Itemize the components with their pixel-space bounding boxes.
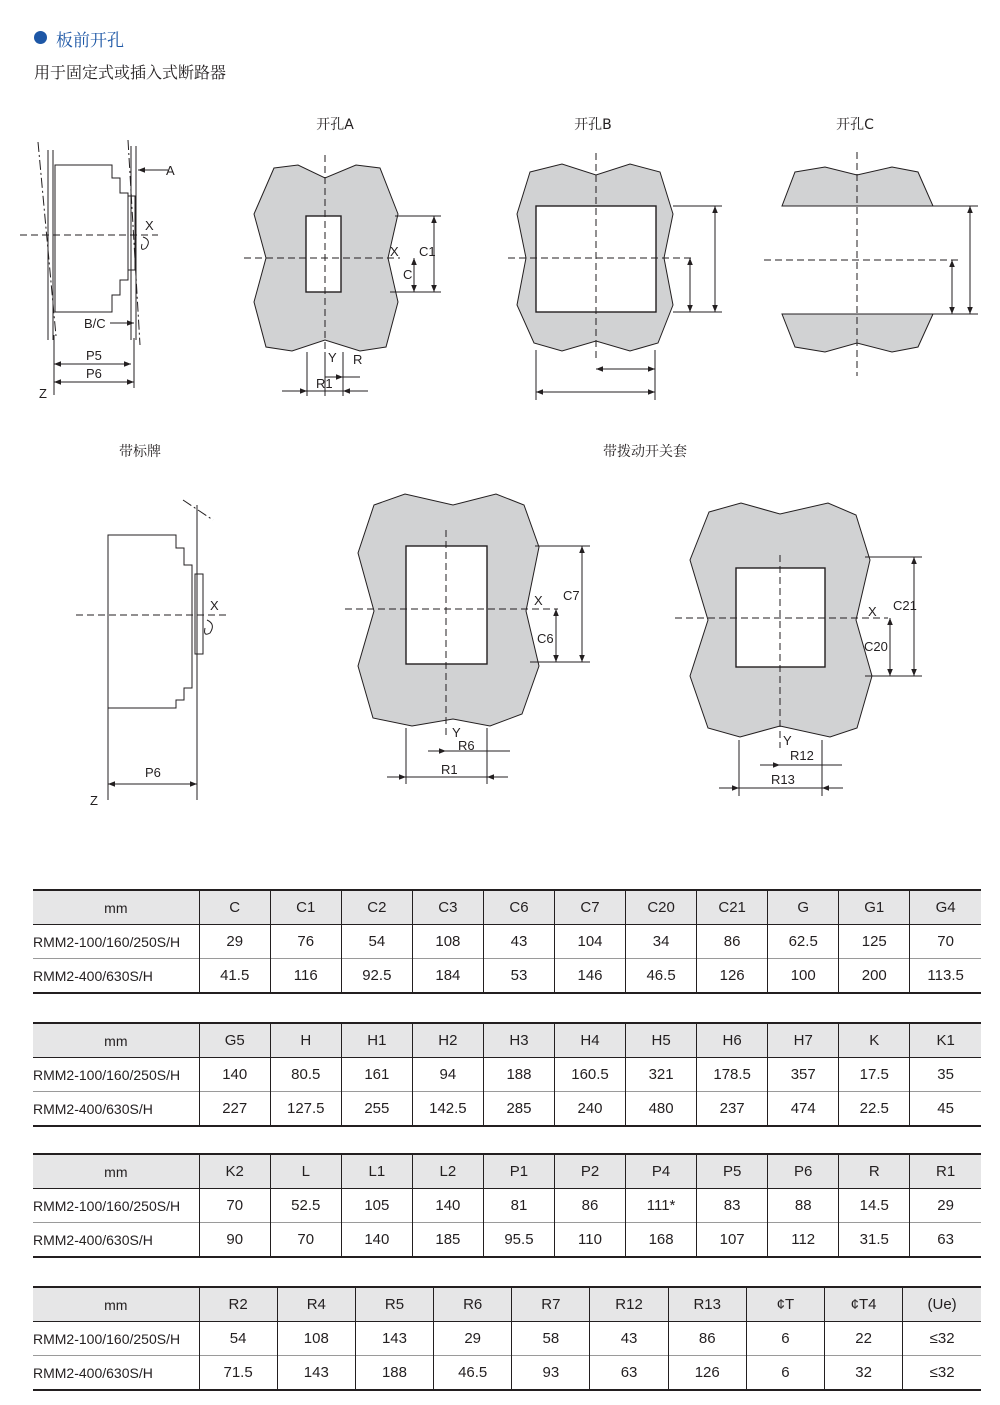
table-cell: 43 <box>590 1322 668 1356</box>
table-cell: 178.5 <box>697 1058 768 1092</box>
table-model-cell: RMM2-100/160/250S/H <box>33 925 199 959</box>
table-cell: 357 <box>768 1058 839 1092</box>
table-model-cell: RMM2-400/630S/H <box>33 1092 199 1127</box>
label-c: C <box>403 267 413 282</box>
table-header-cell: P2 <box>554 1154 625 1189</box>
table-header-cell: mm <box>33 1023 199 1058</box>
label-c20: C20 <box>864 639 888 654</box>
label-p6: P6 <box>86 366 102 381</box>
table-model-cell: RMM2-400/630S/H <box>33 1356 199 1391</box>
table-header-cell: R <box>839 1154 910 1189</box>
table-cell: 71.5 <box>199 1356 277 1391</box>
table-header-cell: (Ue) <box>903 1287 981 1322</box>
table-cell: 116 <box>270 959 341 994</box>
section-title: 板前开孔 <box>56 31 124 51</box>
table-cell: 237 <box>697 1092 768 1127</box>
table-cell: 90 <box>199 1223 270 1258</box>
table-model-cell: RMM2-400/630S/H <box>33 1223 199 1258</box>
label-r1: R1 <box>316 376 333 391</box>
table-cell: 70 <box>199 1189 270 1223</box>
table-cell: 29 <box>910 1189 981 1223</box>
table-cell: 83 <box>697 1189 768 1223</box>
table-header-cell: mm <box>33 890 199 925</box>
table-cell: 240 <box>554 1092 625 1127</box>
caption-with-toggle-cover: 带拨动开关套 <box>603 444 687 460</box>
table-header-cell: G1 <box>839 890 910 925</box>
cutout-c-drawing <box>764 152 978 376</box>
label-c1: C1 <box>419 244 436 259</box>
table-header-cell: L <box>270 1154 341 1189</box>
table-cell: 110 <box>554 1223 625 1258</box>
table-header-cell: C3 <box>412 890 483 925</box>
table-cell: 22 <box>825 1322 903 1356</box>
table-header-cell: mm <box>33 1154 199 1189</box>
section-subtitle: 用于固定式或插入式断路器 <box>34 63 227 82</box>
table-header-cell: K <box>839 1023 910 1058</box>
spec-table-3 <box>33 1153 981 1258</box>
label-r1: R1 <box>441 762 458 777</box>
label-c6: C6 <box>537 631 554 646</box>
table-cell: 41.5 <box>199 959 270 994</box>
table-cell: 76 <box>270 925 341 959</box>
spec-table-2 <box>33 1022 981 1127</box>
table-cell: 126 <box>668 1356 746 1391</box>
table-header-row <box>33 1287 981 1322</box>
table-cell: 185 <box>412 1223 483 1258</box>
caption-with-nameplate: 带标牌 <box>119 444 161 460</box>
label-x: X <box>390 244 399 259</box>
table-header-cell: R1 <box>910 1154 981 1189</box>
label-a: A <box>166 163 175 178</box>
table-cell: 111* <box>626 1189 697 1223</box>
table-cell: 17.5 <box>839 1058 910 1092</box>
table-header-cell: K1 <box>910 1023 981 1058</box>
table-header-cell: R2 <box>199 1287 277 1322</box>
table-cell: 81 <box>483 1189 554 1223</box>
table-header-cell: H4 <box>554 1023 625 1058</box>
table-cell: 140 <box>412 1189 483 1223</box>
table-cell: 54 <box>341 925 412 959</box>
table-cell: 140 <box>341 1223 412 1258</box>
table-cell: 108 <box>412 925 483 959</box>
table-cell: 227 <box>199 1092 270 1127</box>
table-header-cell: P6 <box>768 1154 839 1189</box>
table-header-cell: P4 <box>626 1154 697 1189</box>
table-cell: 480 <box>626 1092 697 1127</box>
table-header-cell: C2 <box>341 890 412 925</box>
table-cell: 112 <box>768 1223 839 1258</box>
table-row <box>33 959 981 994</box>
table-cell: 6 <box>746 1356 824 1391</box>
spec-table-1 <box>33 889 981 994</box>
table-cell: 142.5 <box>412 1092 483 1127</box>
table-header-cell: C1 <box>270 890 341 925</box>
table-header-cell: ¢T4 <box>825 1287 903 1322</box>
table-cell: 63 <box>910 1223 981 1258</box>
label-x: X <box>145 218 154 233</box>
table-model-cell: RMM2-100/160/250S/H <box>33 1189 199 1223</box>
table-cell: ≤32 <box>903 1356 981 1391</box>
table-header-cell: G <box>768 890 839 925</box>
table-cell: 93 <box>512 1356 590 1391</box>
table-cell: 127.5 <box>270 1092 341 1127</box>
table-cell: 88 <box>768 1189 839 1223</box>
table-cell: 188 <box>355 1356 433 1391</box>
table-header-cell: R7 <box>512 1287 590 1322</box>
table-header-cell: H5 <box>626 1023 697 1058</box>
table-cell: 100 <box>768 959 839 994</box>
table-cell: 62.5 <box>768 925 839 959</box>
table-header-cell: H2 <box>412 1023 483 1058</box>
table-header-cell: R12 <box>590 1287 668 1322</box>
side-view-drawing <box>20 140 175 401</box>
label-p6: P6 <box>145 765 161 780</box>
table-header-row <box>33 890 981 925</box>
table-row <box>33 1322 981 1356</box>
table-cell: 95.5 <box>483 1223 554 1258</box>
table-header-cell: L1 <box>341 1154 412 1189</box>
table-cell: 14.5 <box>839 1189 910 1223</box>
table-cell: 46.5 <box>626 959 697 994</box>
table-cell: 113.5 <box>910 959 981 994</box>
table-row <box>33 1223 981 1258</box>
label-y: Y <box>452 725 461 740</box>
label-z: Z <box>90 793 98 808</box>
table-header-cell: C20 <box>626 890 697 925</box>
table-cell: 29 <box>199 925 270 959</box>
table-cell: 52.5 <box>270 1189 341 1223</box>
caption-cutout-c: 开孔C <box>836 117 874 133</box>
table-cell: 86 <box>554 1189 625 1223</box>
table-cell: 184 <box>412 959 483 994</box>
table-header-cell: R6 <box>434 1287 512 1322</box>
table-header-cell: G4 <box>910 890 981 925</box>
table-row <box>33 1058 981 1092</box>
table-header-cell: C7 <box>554 890 625 925</box>
table-cell: 29 <box>434 1322 512 1356</box>
table-cell: 107 <box>697 1223 768 1258</box>
label-x: X <box>868 604 877 619</box>
table-cell: 140 <box>199 1058 270 1092</box>
table-cell: 474 <box>768 1092 839 1127</box>
table-cell: 43 <box>483 925 554 959</box>
table-cell: 70 <box>910 925 981 959</box>
label-y: Y <box>328 350 337 365</box>
table-cell: 92.5 <box>341 959 412 994</box>
table-cell: 168 <box>626 1223 697 1258</box>
table-cell: 126 <box>697 959 768 994</box>
table-cell: 86 <box>697 925 768 959</box>
table-header-cell: H1 <box>341 1023 412 1058</box>
table-cell: 34 <box>626 925 697 959</box>
table-header-row <box>33 1023 981 1058</box>
table-header-cell: R5 <box>355 1287 433 1322</box>
label-c21: C21 <box>893 598 917 613</box>
table-cell: ≤32 <box>903 1322 981 1356</box>
label-c7: C7 <box>563 588 580 603</box>
table-model-cell: RMM2-100/160/250S/H <box>33 1058 199 1092</box>
label-r12: R12 <box>790 748 814 763</box>
label-p5: P5 <box>86 348 102 363</box>
table-header-cell: C <box>199 890 270 925</box>
table-header-cell: C21 <box>697 890 768 925</box>
table-cell: 22.5 <box>839 1092 910 1127</box>
table-model-cell: RMM2-100/160/250S/H <box>33 1322 199 1356</box>
table-cell: 161 <box>341 1058 412 1092</box>
table-header-cell: C6 <box>483 890 554 925</box>
table-cell: 80.5 <box>270 1058 341 1092</box>
table-cell: 146 <box>554 959 625 994</box>
table-cell: 35 <box>910 1058 981 1092</box>
table-header-row <box>33 1154 981 1189</box>
label-z: Z <box>39 386 47 401</box>
table-header-cell: H <box>270 1023 341 1058</box>
table-cell: 105 <box>341 1189 412 1223</box>
label-x: X <box>534 593 543 608</box>
table-cell: 255 <box>341 1092 412 1127</box>
table-header-cell: H6 <box>697 1023 768 1058</box>
table-header-cell: R13 <box>668 1287 746 1322</box>
caption-cutout-a: 开孔A <box>316 117 354 133</box>
table-cell: 54 <box>199 1322 277 1356</box>
nameplate-side-view-drawing <box>76 500 228 808</box>
table-cell: 108 <box>277 1322 355 1356</box>
toggle-cover-cutout-2-drawing <box>675 503 922 796</box>
label-r13: R13 <box>771 772 795 787</box>
label-r: R <box>353 352 363 367</box>
cutout-b-drawing <box>508 153 722 400</box>
table-cell: 94 <box>412 1058 483 1092</box>
label-y: Y <box>783 733 792 748</box>
table-cell: 70 <box>270 1223 341 1258</box>
table-cell: 46.5 <box>434 1356 512 1391</box>
label-x: X <box>210 598 219 613</box>
table-header-cell: mm <box>33 1287 199 1322</box>
cutout-a-drawing <box>244 155 441 396</box>
table-row <box>33 1092 981 1127</box>
table-cell: 53 <box>483 959 554 994</box>
table-cell: 200 <box>839 959 910 994</box>
table-header-cell: K2 <box>199 1154 270 1189</box>
table-cell: 188 <box>483 1058 554 1092</box>
table-header-cell: P1 <box>483 1154 554 1189</box>
label-b-c: B/C <box>84 316 106 331</box>
table-cell: 160.5 <box>554 1058 625 1092</box>
toggle-cover-cutout-1-drawing <box>345 494 590 784</box>
table-cell: 6 <box>746 1322 824 1356</box>
table-cell: 104 <box>554 925 625 959</box>
label-r6: R6 <box>458 738 475 753</box>
table-cell: 125 <box>839 925 910 959</box>
table-header-cell: H3 <box>483 1023 554 1058</box>
table-cell: 321 <box>626 1058 697 1092</box>
table-row <box>33 925 981 959</box>
table-header-cell: ¢T <box>746 1287 824 1322</box>
table-header-cell: L2 <box>412 1154 483 1189</box>
table-cell: 285 <box>483 1092 554 1127</box>
table-cell: 58 <box>512 1322 590 1356</box>
table-row <box>33 1189 981 1223</box>
spec-table-4 <box>33 1286 981 1391</box>
table-header-cell: R4 <box>277 1287 355 1322</box>
table-cell: 143 <box>355 1322 433 1356</box>
table-model-cell: RMM2-400/630S/H <box>33 959 199 994</box>
table-cell: 45 <box>910 1092 981 1127</box>
table-cell: 31.5 <box>839 1223 910 1258</box>
table-cell: 86 <box>668 1322 746 1356</box>
table-row <box>33 1356 981 1391</box>
table-cell: 143 <box>277 1356 355 1391</box>
caption-cutout-b: 开孔B <box>574 117 612 133</box>
table-header-cell: P5 <box>697 1154 768 1189</box>
table-cell: 32 <box>825 1356 903 1391</box>
table-cell: 63 <box>590 1356 668 1391</box>
table-header-cell: H7 <box>768 1023 839 1058</box>
table-header-cell: G5 <box>199 1023 270 1058</box>
